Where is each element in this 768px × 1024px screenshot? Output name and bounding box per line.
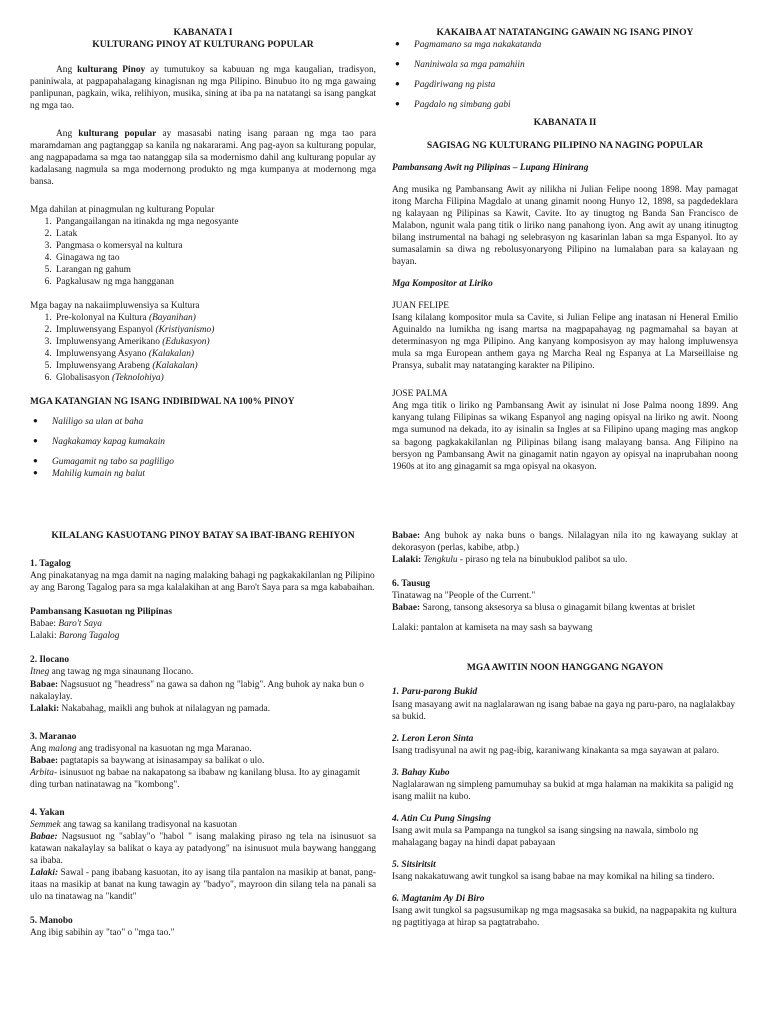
- region-paragraph: Ang pinakatanyag na mga damit na naging malaking bahagi ng pagkakakilanlan ng Pilipino ay ang Barong Tagalog para sa mga kalalakihan at ang Baro't Saya para sa mga kababaihan.: [30, 571, 375, 594]
- chapter-one-column: [30, 27, 376, 480]
- region-heading: 4. Yakan: [30, 807, 65, 818]
- list-item: 3. Pangmasa o komersyal na kultura: [54, 240, 376, 252]
- songs-heading: MGA AWITIN NOON HANGGANG NGAYON: [466, 662, 664, 674]
- list-item: 2. Latak: [54, 228, 376, 240]
- list-item: ● Pagdiriwang ng pista: [392, 79, 738, 91]
- song-description: Isang masayang awit na naglalarawan ng isang babae na gaya ng paru-paro, na naglalakbay sa bukid.: [392, 699, 736, 722]
- sources-list: [30, 216, 376, 288]
- list-item: 4. Ginagawa ng tao: [54, 252, 376, 264]
- composer-name: JUAN FELIPE: [392, 301, 450, 312]
- chapter-two-column: [392, 27, 738, 473]
- song-title: 4. Atin Cu Pung Singsing: [392, 813, 491, 824]
- chapter-title: SAGISAG NG KULTURANG PILIPINO NA NAGING POPULAR: [426, 139, 704, 151]
- paragraph-kulturang-pinoy: Ang kulturang Pinoy ay tumutukoy sa kabuuan ng mga kaugalian, tradisyon, paniniwala, at pagpapahalagang kinagisnan ng mga Pilipino. Binubuo ito ng mga gawaing panlipunan, pagkain, wika, relihiyon, musika, sining at iba pa na natatangi sa isang pangkat ng mga tao.: [30, 64, 376, 111]
- region-heading: 1. Tagalog: [30, 559, 71, 570]
- list-item: ● Naliligo sa ulan at baha: [30, 416, 376, 428]
- chapter-title: KULTURANG PINOY AT KULTURANG POPULAR: [92, 39, 314, 51]
- anthem-paragraph: Ang musika ng Pambansang Awit ay nilikha ni Julian Felipe noong 1898. May pamagat itong Marcha Filipina Magdalo at unang ginamit noong Hunyo 12, 1898, sa pagdedeklara ng kalayaan ng Pilipinas sa Kawit, Cavite. Ito ay tinugtog ng Banda San Francisco de Malabon, ngunit wala pang titik o liriko nang panahong iyon. Ang awit ay unang itinugtog bilang instrumental na bahagi ng selebrasyon ng kasarinlan laban sa mga Espanyol. Ito ay sumasalamin sa diwa ng rebolusyonaryong Pilipino na lumalaban para sa kalayaan ng bayan.: [392, 184, 738, 268]
- chapter-label: KABANATA II: [533, 117, 597, 129]
- unique-list: [392, 39, 738, 111]
- list-item: ● Pagdalo ng simbang gabi: [392, 99, 738, 111]
- list-item: 6. Globalisasyon (Teknolohiya): [54, 372, 376, 384]
- region-line: Lalaki: Nakabahag, maikli ang buhok at nilalagyan ng pamada.: [30, 703, 271, 714]
- list-item: 4. Impluwensyang Asyano (Kalakalan): [54, 348, 376, 360]
- chapter-label: KABANATA I: [173, 27, 233, 38]
- list-item: ● Naniniwala sa mga pamahiin: [392, 59, 738, 71]
- region-line: Babae: Nagsusuot ng "sablay"o "habol " isang malaking piraso ng tela na isinusuot sa katawan nakalaylay sa balikat o kaya ay patadyong" na isinusuot mula baywang hanggang sa ibaba.: [30, 831, 376, 866]
- song-title: 3. Bahay Kubo: [392, 767, 450, 778]
- song-description: Isang nakakatuwang awit tungkol sa isang babae na may komikal na hiling sa tindero.: [392, 871, 715, 882]
- costumes-column: [30, 530, 376, 939]
- region-line: Semmek ang tawag sa kanilang tradisyonal na kasuotan: [30, 819, 237, 830]
- region-heading: 3. Maranao: [30, 731, 77, 742]
- national-costume-lalaki: Lalaki: Barong Tagalog: [30, 631, 120, 642]
- region-line: Lalaki: Sawal - pang ibabang kasuotan, ito ay isang tila pantalon na masikip at banat, pang- itaas na masikip at banat na kung tawagin ay "badyo", mayroon din silang tela na panali sa ulo na tinatawag na "kandit": [30, 867, 376, 902]
- unique-heading: KAKAIBA AT NATATANGING GAWAIN NG ISANG PINOY: [436, 27, 694, 38]
- song-title: 1. Paru-parong Bukid: [392, 687, 478, 698]
- song-description: Isang tradisyunal na awit ng pag-ibig, karaniwang kinakanta sa mga sayawan at palaro.: [392, 745, 719, 756]
- region-line: Ang malong ang tradisyonal na kasuotan ng mga Maranao.: [30, 743, 252, 754]
- region-paragraph: Ang ibig sabihin ay "tao" o "mga tao.": [30, 928, 175, 939]
- song-description: Isang awit mula sa Pampanga na tungkol sa isang singsing na nawala, simbolo ng mahalagang bagay na hindi dapat pabayaan: [392, 825, 699, 848]
- song-description: Isang awit tungkol sa pagsusumikap ng mga magsasaka sa bukid, na nagpapakita ng kultura ng pagtitiyaga at hirap sa pagtatrabaho.: [392, 905, 737, 928]
- song-title: 5. Sitsiritsit: [392, 859, 436, 870]
- region-heading: 6. Tausug: [392, 579, 431, 590]
- list-item: 3. Impluwensyang Amerikano (Edukasyon): [54, 336, 376, 348]
- song-title: 6. Magtanim Ay Di Biro: [392, 893, 485, 904]
- list-item: 5. Impluwensyang Arabeng (Kalakalan): [54, 360, 376, 372]
- list-item: 6. Pagkalusaw ng mga hangganan: [54, 276, 376, 288]
- region-line: Babae: Ang buhok ay naka buns o bangs. Nilalagyan nila ito ng kawayang suklay at dekorasyon (perlas, kabibe, atbp.): [392, 531, 738, 554]
- list-item: 5. Larangan ng gahum: [54, 264, 376, 276]
- list-item: ● Nagkakamay kapag kumakain: [30, 436, 376, 448]
- composers-heading: Mga Kompositor at Liriko: [392, 279, 493, 290]
- region-line: Babae: Sarong, tansong aksesorya sa blusa o ginagamit bilang kwentas at brislet: [392, 603, 696, 614]
- composer-paragraph: Isang kilalang kompositor mula sa Cavite, si Julian Felipe ang inatasan ni Heneral Emilio Aguinaldo na lumikha ng isang martsa na magpapahayag ng pagmamahal sa bayan at determinasyon ng mga Pilipino. Ang kanyang komposisyon ay may halong impluwensya mula sa mga European anthem gaya ng Marcha Real ng Espanya at La Marseillaise ng Pransya, subalit may natatanging karakter na Pilipino.: [392, 313, 738, 372]
- list-item: 1. Pre-kolonyal na Kultura (Bayanihan): [54, 312, 376, 324]
- region-line: Lalaki: Tengkulu - piraso ng tela na binubuklod palibot sa ulo.: [392, 555, 628, 566]
- region-line: Itneg ang tawag ng mga sinaunang Ilocano.: [30, 667, 194, 678]
- paragraph-kulturang-popular: Ang kulturang popular ay masasabi nating isang paraan ng mga tao para maramdaman ang pagtanggap sa kanila ng nakararami. Ang pag-ayon sa kulturang popular, ang nagpapadama sa mga tao natanggap sila sa modernismo dahil ang kulturang popular ay kadalasang nagmula sa mga modernong produkto ng mga kumpanya at modernong mga bansa.: [30, 128, 376, 187]
- anthem-heading: Pambansang Awit ng Pilipinas – Lupang Hinirang: [392, 162, 589, 173]
- national-costume-babae: Babae: Baro't Saya: [30, 619, 102, 630]
- costumes-heading: KILALANG KASUOTANG PINOY BATAY SA IBAT-IBANG REHIYON: [51, 530, 355, 541]
- region-heading: 2. Ilocano: [30, 655, 70, 666]
- sources-heading: Mga dahilan at pinagmulan ng kulturang Popular: [30, 204, 215, 215]
- list-item: ● Gumagamit ng tabo sa pagliligo: [30, 456, 376, 468]
- region-line: Tinatawag na "People of the Current.": [392, 591, 536, 602]
- region-line: Arbita- isinusuot ng babae na nakapatong sa ibabaw ng kanilang blusa. Ito ay ginagamit ding turban natinatawag na "kombong".: [30, 767, 361, 790]
- list-item: ● Pagmamano sa mga nakakatanda: [392, 39, 738, 51]
- influences-heading: Mga bagay na nakaiimpluwensiya sa Kultura: [30, 301, 200, 312]
- influences-list: [30, 312, 376, 384]
- traits-heading: MGA KATANGIAN NG ISANG INDIBIDWAL NA 100% PINOY: [30, 397, 295, 408]
- song-title: 2. Leron Leron Sinta: [392, 733, 474, 744]
- region-line: Lalaki: pantalon at kamiseta na may sash sa baywang: [392, 623, 593, 634]
- traits-list: [30, 416, 376, 480]
- lyricist-name: JOSE PALMA: [392, 389, 448, 400]
- national-costume-heading: Pambansang Kasuotan ng Pilipinas: [30, 607, 172, 618]
- region-line: Babae: pagtatapis sa baywang at isinasampay sa balikat o ulo.: [30, 755, 265, 766]
- list-item: 1. Pangangailangan na itinakda ng mga negosyante: [54, 216, 376, 228]
- list-item: 2. Impluwensyang Espanyol (Kristiyanismo): [54, 324, 376, 336]
- region-line: Babae: Nagsusuot ng "headress" na gawa sa dahon ng "labig". Ang buhok ay naka bun o nakalaylay.: [30, 679, 364, 702]
- list-item: ● Mahilig kumain ng balut: [30, 468, 376, 480]
- costumes-songs-column: [392, 530, 738, 929]
- lyricist-paragraph: Ang mga titik o liriko ng Pambansang Awit ay isinulat ni Jose Palma noong 1899. Ang kanyang tulang Filipinas sa wikang Espanyol ang naging opisyal na liriko ng awit. Noong mga sumunod na dekada, ito ay isinalin sa Ingles at sa Filipino upang maging mas angkop sa bagong pagkakakilanlan ng Pilipinas bilang isang malayang bansa. Ang Filipino na bersyon ng Pambansang Awit na ginagamit natin ngayon ay opisyal na inaprubahan noong 1960s at ito ang ginagamit sa mga opisyal na okasyon.: [392, 401, 738, 472]
- song-description: Naglalarawan ng simpleng pamumuhay sa bukid at mga halaman na makikita sa paligid ng isang maliit na kubo.: [392, 779, 734, 802]
- region-heading: 5. Manobo: [30, 916, 73, 927]
